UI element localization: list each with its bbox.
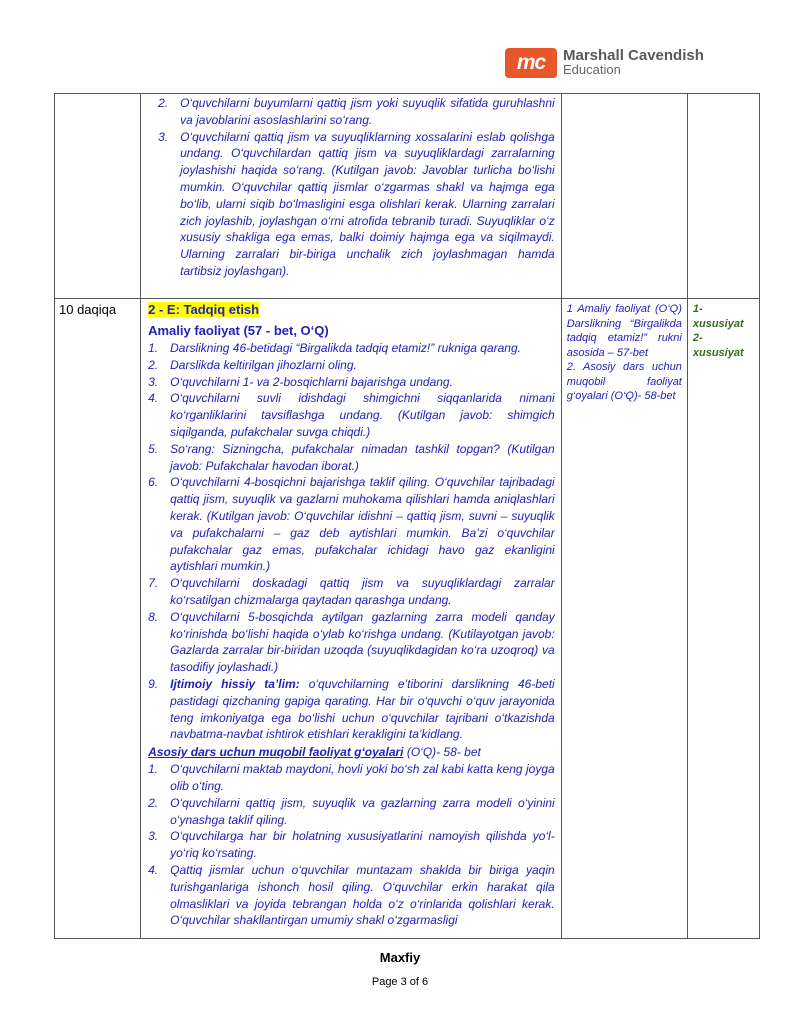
- lesson-plan-table: [54, 93, 760, 939]
- item-number: 1.: [148, 341, 159, 355]
- item-text: O‘quvchilarni 5-bosqichda aytilgan gazlarning zarra modeli qanday ko‘rinishda bo‘lishi haqida o‘ylab ko‘rishga undang. (Kutilayotgan javob: Gazlarda zarralar bir-biridan uzoqda (suyuqlikdagidan ko‘ra uzoqroq) va tasodifiy joylashadi.): [170, 609, 555, 675]
- item-text: O‘quvchilarni buyumlarni qattiq jism yoki suyuqlik sifatida guruhlashni va javoblarini asoslashlarini so‘rang.: [180, 96, 555, 127]
- row1-items: [144, 95, 555, 280]
- criteria-cell-empty: [687, 94, 759, 299]
- list-item: [144, 828, 555, 862]
- table-row-explore: [55, 299, 760, 939]
- item-number: 5.: [148, 441, 159, 456]
- item-text: Qattiq jismlar uchun o‘quvchilar muntazam shaklda bir biriga yaqin turishganlariga ishonch hosil qiling. O‘quvchilar erkin harakat qila olmasliklari va joyida tebrangan holda o‘z o‘rinlarida qolishlari kerak. O‘quvchilar shakllantirgan umumiy shakl o‘zgarmasligi: [170, 862, 555, 928]
- item-text: O‘quvchilarni 4-bosqichni bajarishga taklif qiling. O‘quvchilar tajribadagi qattiq jism, suyuqlik va gazlarni muhokama qilishlari hamda aniqlashlari kerak. (Kutilgan javob: O‘quvchilar idishni – qattiq jism, suvni – suyuqlik va pufakchalarni – gaz deb aytishlari mumkin. Ba’zi o‘quvchilar pufakchalar gaz emas, pufakchalar ichidagi havo gaz ekanligini aytishlari mumkin.): [170, 475, 555, 574]
- list-item: [144, 862, 555, 929]
- list-item: [154, 95, 555, 129]
- confidential-label: Maxfiy: [379, 950, 421, 965]
- item-number: 3.: [148, 374, 159, 389]
- item-text: o‘quvchilarning e’tiborini darslikning 46-beti pastidagi qizchaning gapiga qarating. Har bir o‘quvchi o‘quv jarayonida teng imkoniyatga ega bo‘lishi uchun o‘quvchilar tajribani o‘tkazishda navbatma-navbat ishtirok etishlari kerakligini ta’kidlang.: [170, 676, 555, 742]
- item-text: O‘quvchilarni maktab maydoni, hovli yoki bo‘sh zal kabi katta keng joyga olib o‘ting.: [170, 762, 555, 793]
- item-number: 3.: [148, 829, 159, 844]
- table-row-continuation: [55, 94, 760, 299]
- list-item: [144, 609, 555, 676]
- item-text: O‘quvchilarni qattiq jism va suyuqliklarning xossalarini eslab qolishga undang. O‘quvchilardan qattiq jism va suyuqliklardagi zarralarning joylashishi haqida so‘rang. (Kutilgan javob: Javoblar turlicha bo‘lishi mumkin. O‘quvchilar qattiq jismlar o‘zgarmas shakl va hajmga ega bo‘lib, ularni siqib bo‘lmasligini esga olishlari kerak. Ularning zarralari zich joylashib, joylashgan o‘rni atrofida tebranib turadi. Suyuqliklar o‘z xususiy shakliga ega emas, balki doimiy hajmga ega va siqilmaydi. Ularning zarralari bir-biriga unchalik zich joylashmagan hamda tartibsiz joylashgan).: [180, 129, 555, 278]
- item-text: Darslikning 46-betidagi “Birgalikda tadqiq etamiz!” rukniga qarang.: [170, 341, 521, 355]
- item-number: 2.: [148, 795, 159, 810]
- item-number: 4.: [148, 862, 159, 877]
- resources-cell: [561, 299, 687, 939]
- activity-cell: [141, 299, 562, 939]
- item-text: O‘quvchilarni suvli idishdagi shimgichni siqqanlarida nimani ko‘rganliklarini tavsiflashga undang. (Kutilgan javob: shimgich siqilganda, pufakchalar suvga chiqdi.): [170, 391, 555, 439]
- list-item: [144, 441, 555, 475]
- item-text: So‘rang: Sizningcha, pufakchalar nimadan tashkil topgan? (Kutilgan javob: Pufakchalar havodan iborat.): [170, 441, 555, 473]
- item-number: 9.: [148, 676, 159, 691]
- list-item: [144, 676, 555, 743]
- item-number: 1.: [148, 762, 159, 777]
- alt-activity-ref: (O‘Q)- 58- bet: [403, 745, 481, 760]
- explore-item-9: [144, 676, 555, 743]
- item-number: 2.: [158, 96, 169, 110]
- activity-cell: [141, 94, 562, 299]
- item-number: 2.: [148, 357, 159, 372]
- time-cell-empty: [55, 94, 141, 299]
- item-number: 4.: [148, 391, 159, 406]
- alt-activity-items: [144, 761, 555, 929]
- list-item: [144, 340, 555, 357]
- criteria-cell: [687, 299, 759, 939]
- criteria-text: 1- xususiyat 2- xususiyat: [692, 303, 744, 359]
- explore-items: [144, 340, 555, 676]
- list-item: [144, 374, 555, 391]
- page-number: Page 3 of 6: [371, 976, 429, 988]
- list-item: [144, 761, 555, 795]
- logo-line-1: Marshall Cavendish: [563, 47, 704, 64]
- section-title: 2 - E: Tadqiq etish: [148, 302, 260, 317]
- resources-text: 1 Amaliy faoliyat (O‘Q) Darslikning “Birgalikda tadqiq etamiz!” rukni asosida – 57-bet 2. Asosiy dars uchun muqobil faoliyat g‘oyalari (O‘Q)- 58-bet: [566, 303, 682, 402]
- list-item: [144, 390, 555, 440]
- logo-line-2: Education: [563, 62, 621, 77]
- list-item: [144, 795, 555, 829]
- list-item: [144, 575, 555, 609]
- time-cell: 10 daqiqa: [55, 299, 141, 939]
- item-number: 8.: [148, 609, 159, 624]
- item-text: O‘quvchilarga har bir holatning xususiyatlarini namoyish qilishda yo‘l-yo‘riq ko‘rsating.: [170, 829, 555, 861]
- item-text: O‘quvchilarni 1- va 2-bosqichlarni bajarishga undang.: [170, 374, 453, 389]
- resources-cell-empty: [561, 94, 687, 299]
- list-item: [154, 129, 555, 280]
- item-number: 3.: [158, 129, 169, 144]
- publisher-logo: [505, 47, 704, 79]
- item-text: O‘quvchilarni qattiq jism, suyuqlik va gazlarning zarra modeli o‘yinini o‘ynashga taklif qiling.: [170, 795, 555, 827]
- item-number: 7.: [148, 576, 159, 591]
- list-item: [144, 474, 555, 575]
- list-item: [144, 357, 555, 374]
- logo-mark: mc: [505, 48, 557, 78]
- item-number: 6.: [148, 475, 159, 490]
- item-text: O‘quvchilarni doskadagi qattiq jism va suyuqliklardagi zarralar ko‘rsatilgan chizmalarga qaytadan qarashga undang.: [170, 576, 555, 607]
- activity-title: Amaliy faoliyat (57 - bet, O‘Q): [148, 323, 329, 338]
- logo-text: [563, 49, 704, 77]
- item-text: Darslikda keltirilgan jihozlarni oling.: [170, 357, 357, 372]
- alt-activity-title: Asosiy dars uchun muqobil faoliyat g‘oyalari: [148, 745, 404, 760]
- item-bold-label: Ijtimoiy hissiy ta’lim:: [170, 676, 300, 691]
